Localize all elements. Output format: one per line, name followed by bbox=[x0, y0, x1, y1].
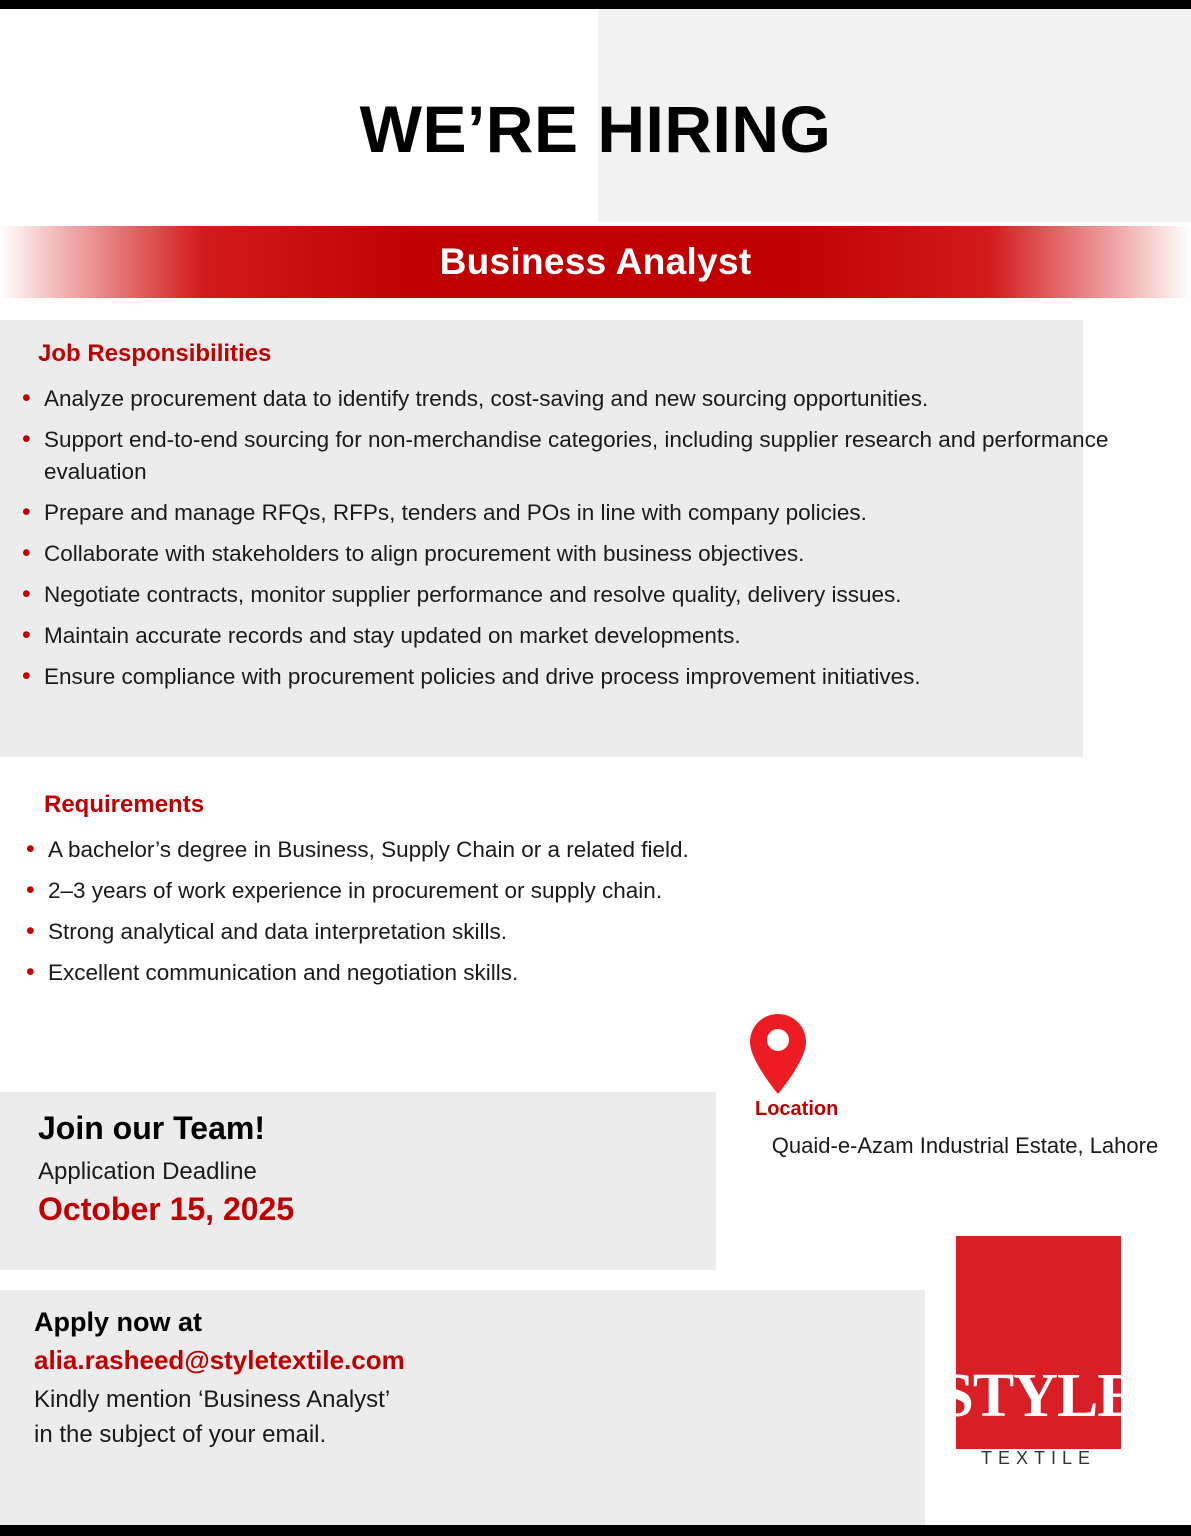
location-value: Quaid-e-Azam Industrial Estate, Lahore bbox=[771, 1133, 1159, 1158]
bottom-black-bar bbox=[0, 1525, 1191, 1536]
list-item: • 2–3 years of work experience in procurement or supply chain. bbox=[14, 875, 914, 907]
list-item: • Negotiate contracts, monitor supplier performance and resolve quality, delivery issues. bbox=[10, 579, 1130, 611]
apply-email-link[interactable]: alia.rasheed@styletextile.com bbox=[34, 1345, 405, 1375]
list-item: • Excellent communication and negotiation skills. bbox=[14, 957, 914, 989]
apply-note-line2: in the subject of your email. bbox=[34, 1420, 327, 1448]
responsibilities-heading: Job Responsibilities bbox=[38, 340, 272, 367]
list-item: • Support end-to-end sourcing for non-merchandise categories, including supplier research and performance evaluation bbox=[10, 424, 1130, 488]
role-title: Business Analyst bbox=[439, 241, 752, 282]
apply-background-secondary bbox=[716, 1290, 925, 1525]
responsibilities-list bbox=[10, 383, 1130, 702]
brand-name: STYLE bbox=[939, 1362, 1138, 1430]
list-item: • Strong analytical and data interpretation skills. bbox=[14, 916, 914, 948]
brand-logo bbox=[939, 1236, 1138, 1449]
list-item: • Analyze procurement data to identify trends, cost-saving and new sourcing opportunities. bbox=[10, 383, 1130, 415]
apply-note bbox=[34, 1383, 390, 1453]
apply-note-line1: Kindly mention ‘Business Analyst’ bbox=[34, 1386, 391, 1413]
list-item: • Collaborate with stakeholders to align procurement with business objectives. bbox=[10, 538, 1130, 570]
join-team-title: Join our Team! bbox=[38, 1110, 265, 1146]
list-item: • Maintain accurate records and stay updated on market developments. bbox=[10, 620, 1130, 652]
list-item: • Ensure compliance with procurement policies and drive process improvement initiatives. bbox=[10, 661, 1130, 693]
list-item: • A bachelor’s degree in Business, Supply Chain or a related field. bbox=[14, 834, 914, 866]
map-pin-icon bbox=[748, 1013, 808, 1095]
top-black-bar bbox=[0, 0, 1191, 9]
brand-tagline: TEXTILE bbox=[980, 1448, 1097, 1468]
requirements-list bbox=[14, 834, 914, 998]
application-deadline-label: Application Deadline bbox=[38, 1158, 257, 1185]
list-item: • Prepare and manage RFQs, RFPs, tenders and POs in line with company policies. bbox=[10, 497, 1130, 529]
application-deadline-date: October 15, 2025 bbox=[38, 1191, 295, 1227]
requirements-heading: Requirements bbox=[44, 791, 205, 818]
location-label: Location bbox=[755, 1098, 839, 1120]
apply-title: Apply now at bbox=[34, 1307, 202, 1337]
page-title: WE’RE HIRING bbox=[359, 92, 832, 166]
